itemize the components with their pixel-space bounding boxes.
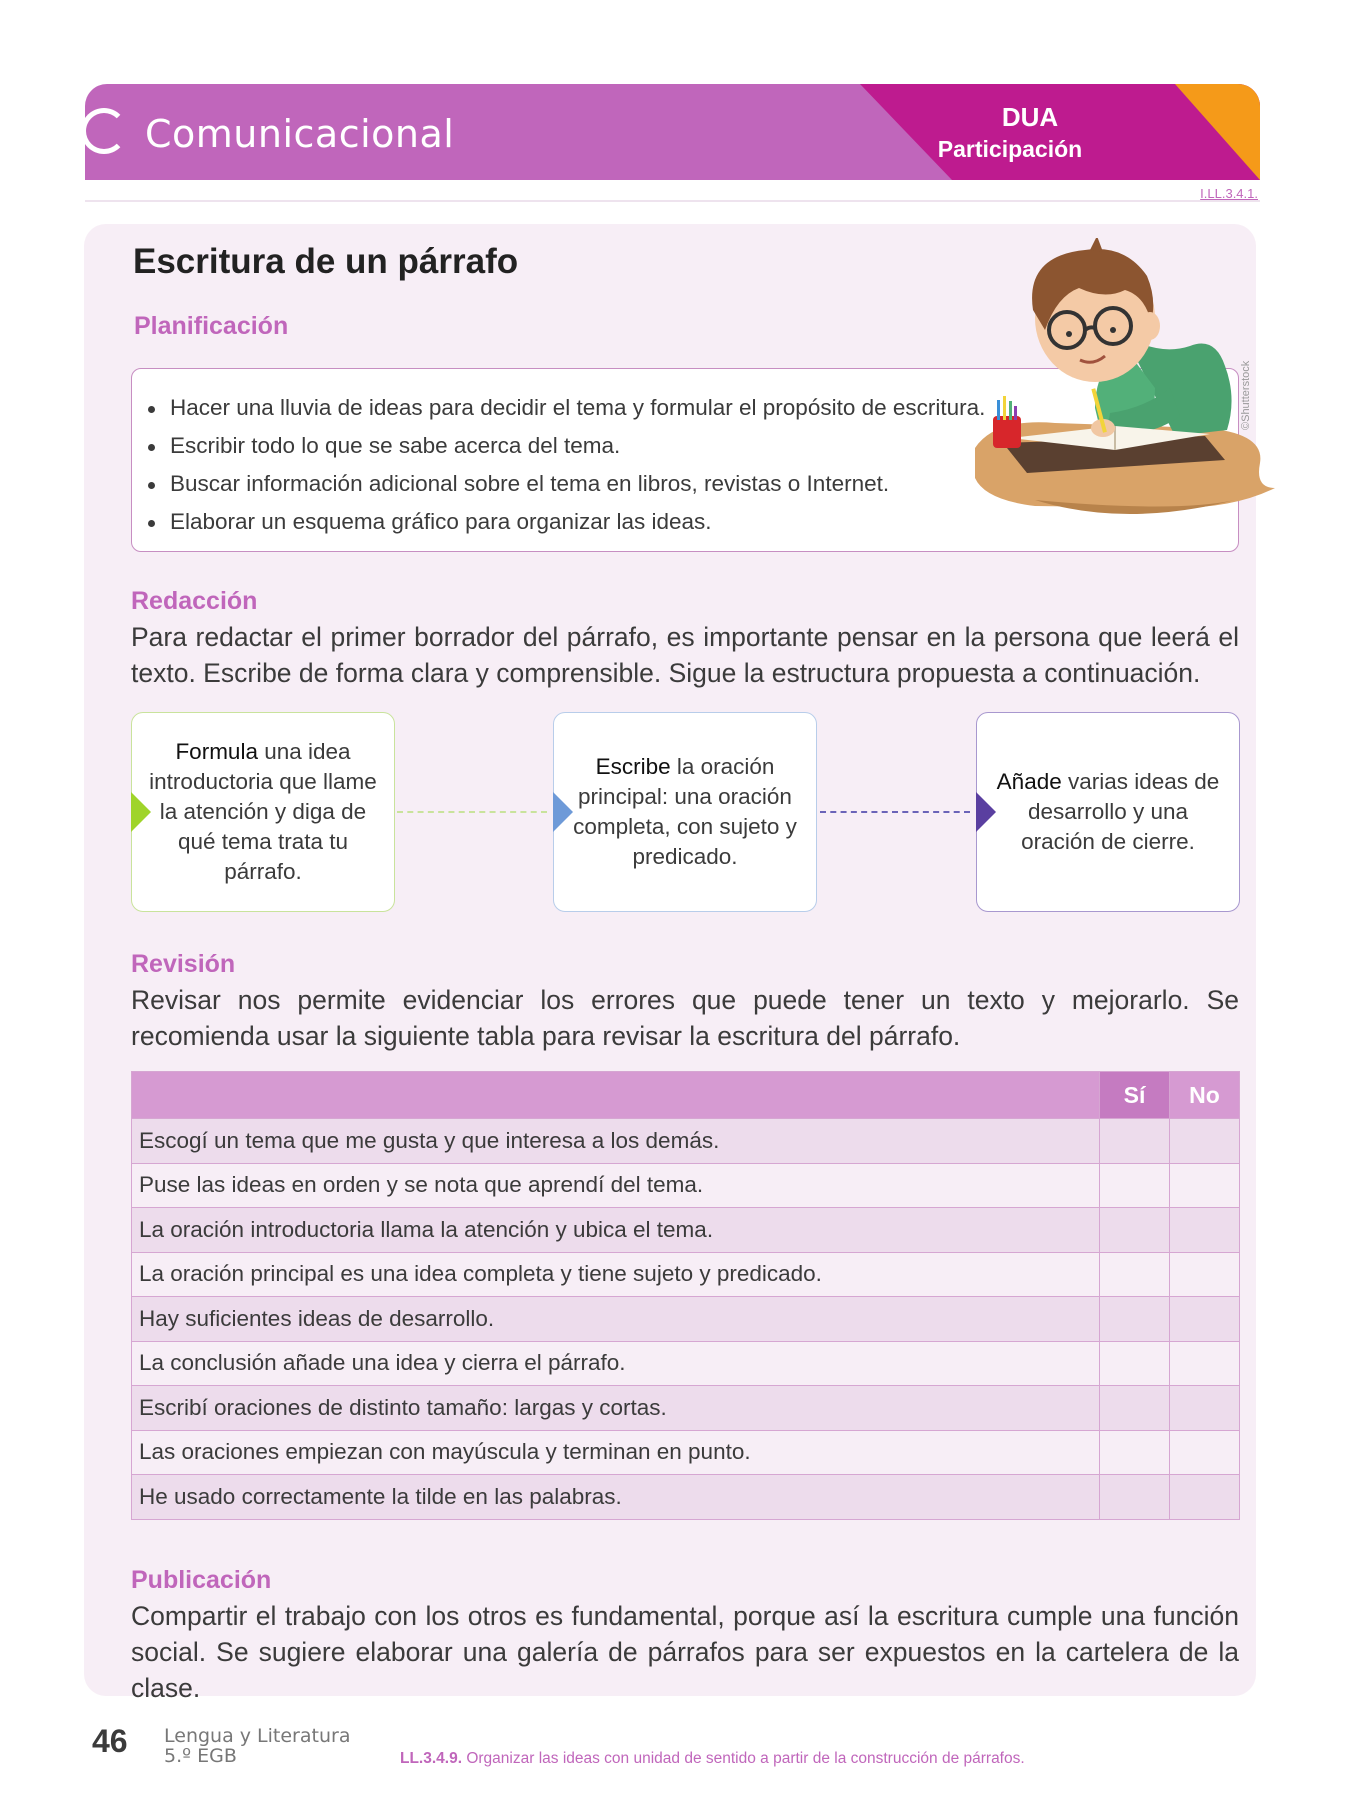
outcome-text: Organizar las ideas con unidad de sentido a partir de la construcción de párrafos.	[466, 1750, 1025, 1767]
connector-line	[397, 811, 547, 813]
subject-title: Comunicacional	[145, 112, 455, 156]
no-checkbox[interactable]	[1170, 1475, 1240, 1520]
column-yes: Sí	[1100, 1072, 1170, 1119]
no-checkbox[interactable]	[1170, 1386, 1240, 1431]
step-arrow-icon	[553, 792, 573, 832]
yes-checkbox[interactable]	[1100, 1297, 1170, 1342]
indicator-code: I.LL.3.4.1.	[1200, 186, 1258, 201]
criterion: Las oraciones empiezan con mayúscula y terminan en punto.	[132, 1430, 1100, 1475]
step-box-formula	[131, 712, 395, 912]
planning-list	[146, 389, 985, 541]
list-item: Escribir todo lo que se sabe acerca del tema.	[146, 427, 985, 465]
planning-heading: Planificación	[134, 312, 289, 340]
step-arrow-icon	[976, 792, 996, 832]
list-item: Buscar información adicional sobre el tema en libros, revistas o Internet.	[146, 465, 985, 503]
child-writing-illustration	[975, 238, 1275, 548]
table-row	[132, 1252, 1240, 1297]
page-title: Escritura de un párrafo	[133, 242, 519, 281]
drafting-text: Para redactar el primer borrador del párrafo, es importante pensar en la persona que leerá el texto. Escribe de forma clara y comprensible. Sigue la estructura propuesta a continuación.	[131, 622, 1239, 688]
list-item: Hacer una lluvia de ideas para decidir el tema y formular el propósito de escritura.	[146, 389, 985, 427]
criterion: La conclusión añade una idea y cierra el párrafo.	[132, 1341, 1100, 1386]
step-arrow-icon	[131, 792, 151, 832]
learning-outcome	[400, 1750, 1025, 1768]
yes-checkbox[interactable]	[1100, 1208, 1170, 1253]
dua-title: DUA	[1001, 102, 1059, 132]
dua-subtitle: Participación	[937, 136, 1083, 162]
step-text: una idea introductoria que llame la atención y diga de qué tema trata tu párrafo.	[149, 739, 377, 884]
yes-checkbox[interactable]	[1100, 1119, 1170, 1164]
book-title	[164, 1726, 350, 1766]
criterion: Escogí un tema que me gusta y que interesa a los demás.	[132, 1119, 1100, 1164]
yes-checkbox[interactable]	[1100, 1430, 1170, 1475]
no-checkbox[interactable]	[1170, 1252, 1240, 1297]
table-row	[132, 1475, 1240, 1520]
no-checkbox[interactable]	[1170, 1430, 1240, 1475]
yes-checkbox[interactable]	[1100, 1252, 1170, 1297]
book-grade: 5.º EGB	[164, 1745, 237, 1767]
revision-checklist-table	[131, 1071, 1240, 1520]
section-header	[85, 84, 1260, 180]
no-checkbox[interactable]	[1170, 1119, 1240, 1164]
step-text: varias ideas de desarrollo y una oración de cierre.	[1021, 769, 1220, 854]
header-divider	[85, 200, 1260, 202]
criterion: Puse las ideas en orden y se nota que aprendí del tema.	[132, 1163, 1100, 1208]
table-row	[132, 1297, 1240, 1342]
column-no: No	[1170, 1072, 1240, 1119]
table-row	[132, 1119, 1240, 1164]
image-credit: ©Shutterstock	[1240, 360, 1252, 430]
list-item: Elaborar un esquema gráfico para organizar las ideas.	[146, 503, 985, 541]
table-row	[132, 1208, 1240, 1253]
step-text: la oración principal: una oración completa, con sujeto y predicado.	[573, 754, 797, 869]
yes-checkbox[interactable]	[1100, 1163, 1170, 1208]
page-number: 46	[92, 1723, 128, 1759]
criterion: Hay suficientes ideas de desarrollo.	[132, 1297, 1100, 1342]
criterion: Escribí oraciones de distinto tamaño: largas y cortas.	[132, 1386, 1100, 1431]
publication-heading: Publicación	[131, 1566, 272, 1594]
step-lead: Añade	[996, 769, 1062, 794]
table-row	[132, 1430, 1240, 1475]
yes-checkbox[interactable]	[1100, 1475, 1170, 1520]
step-lead: Escribe	[595, 754, 671, 779]
yes-checkbox[interactable]	[1100, 1386, 1170, 1431]
no-checkbox[interactable]	[1170, 1163, 1240, 1208]
table-header-blank	[132, 1072, 1100, 1119]
comunicacional-logo-icon	[85, 108, 127, 154]
step-lead: Formula	[175, 739, 258, 764]
revision-heading: Revisión	[131, 950, 236, 978]
no-checkbox[interactable]	[1170, 1208, 1240, 1253]
outcome-code: LL.3.4.9.	[400, 1750, 463, 1767]
connector-line	[820, 811, 970, 813]
criterion: La oración introductoria llama la atención y ubica el tema.	[132, 1208, 1100, 1253]
step-box-anade	[976, 712, 1240, 912]
no-checkbox[interactable]	[1170, 1297, 1240, 1342]
table-row	[132, 1341, 1240, 1386]
publication-text: Compartir el trabajo con los otros es fundamental, porque así la escritura cumple una función social. Se sugiere elaborar una galería de párrafos para ser expuestos en la cartelera de la clase.	[131, 1601, 1239, 1703]
no-checkbox[interactable]	[1170, 1341, 1240, 1386]
book-name: Lengua y Literatura	[164, 1725, 351, 1747]
step-box-escribe	[553, 712, 817, 912]
revision-text: Revisar nos permite evidenciar los errores que puede tener un texto y mejorarlo. Se recomienda usar la siguiente tabla para revisar la escritura del párrafo.	[131, 985, 1239, 1051]
yes-checkbox[interactable]	[1100, 1341, 1170, 1386]
table-row	[132, 1163, 1240, 1208]
criterion: He usado correctamente la tilde en las palabras.	[132, 1475, 1100, 1520]
table-row	[132, 1386, 1240, 1431]
criterion: La oración principal es una idea completa y tiene sujeto y predicado.	[132, 1252, 1100, 1297]
drafting-heading: Redacción	[131, 587, 258, 615]
